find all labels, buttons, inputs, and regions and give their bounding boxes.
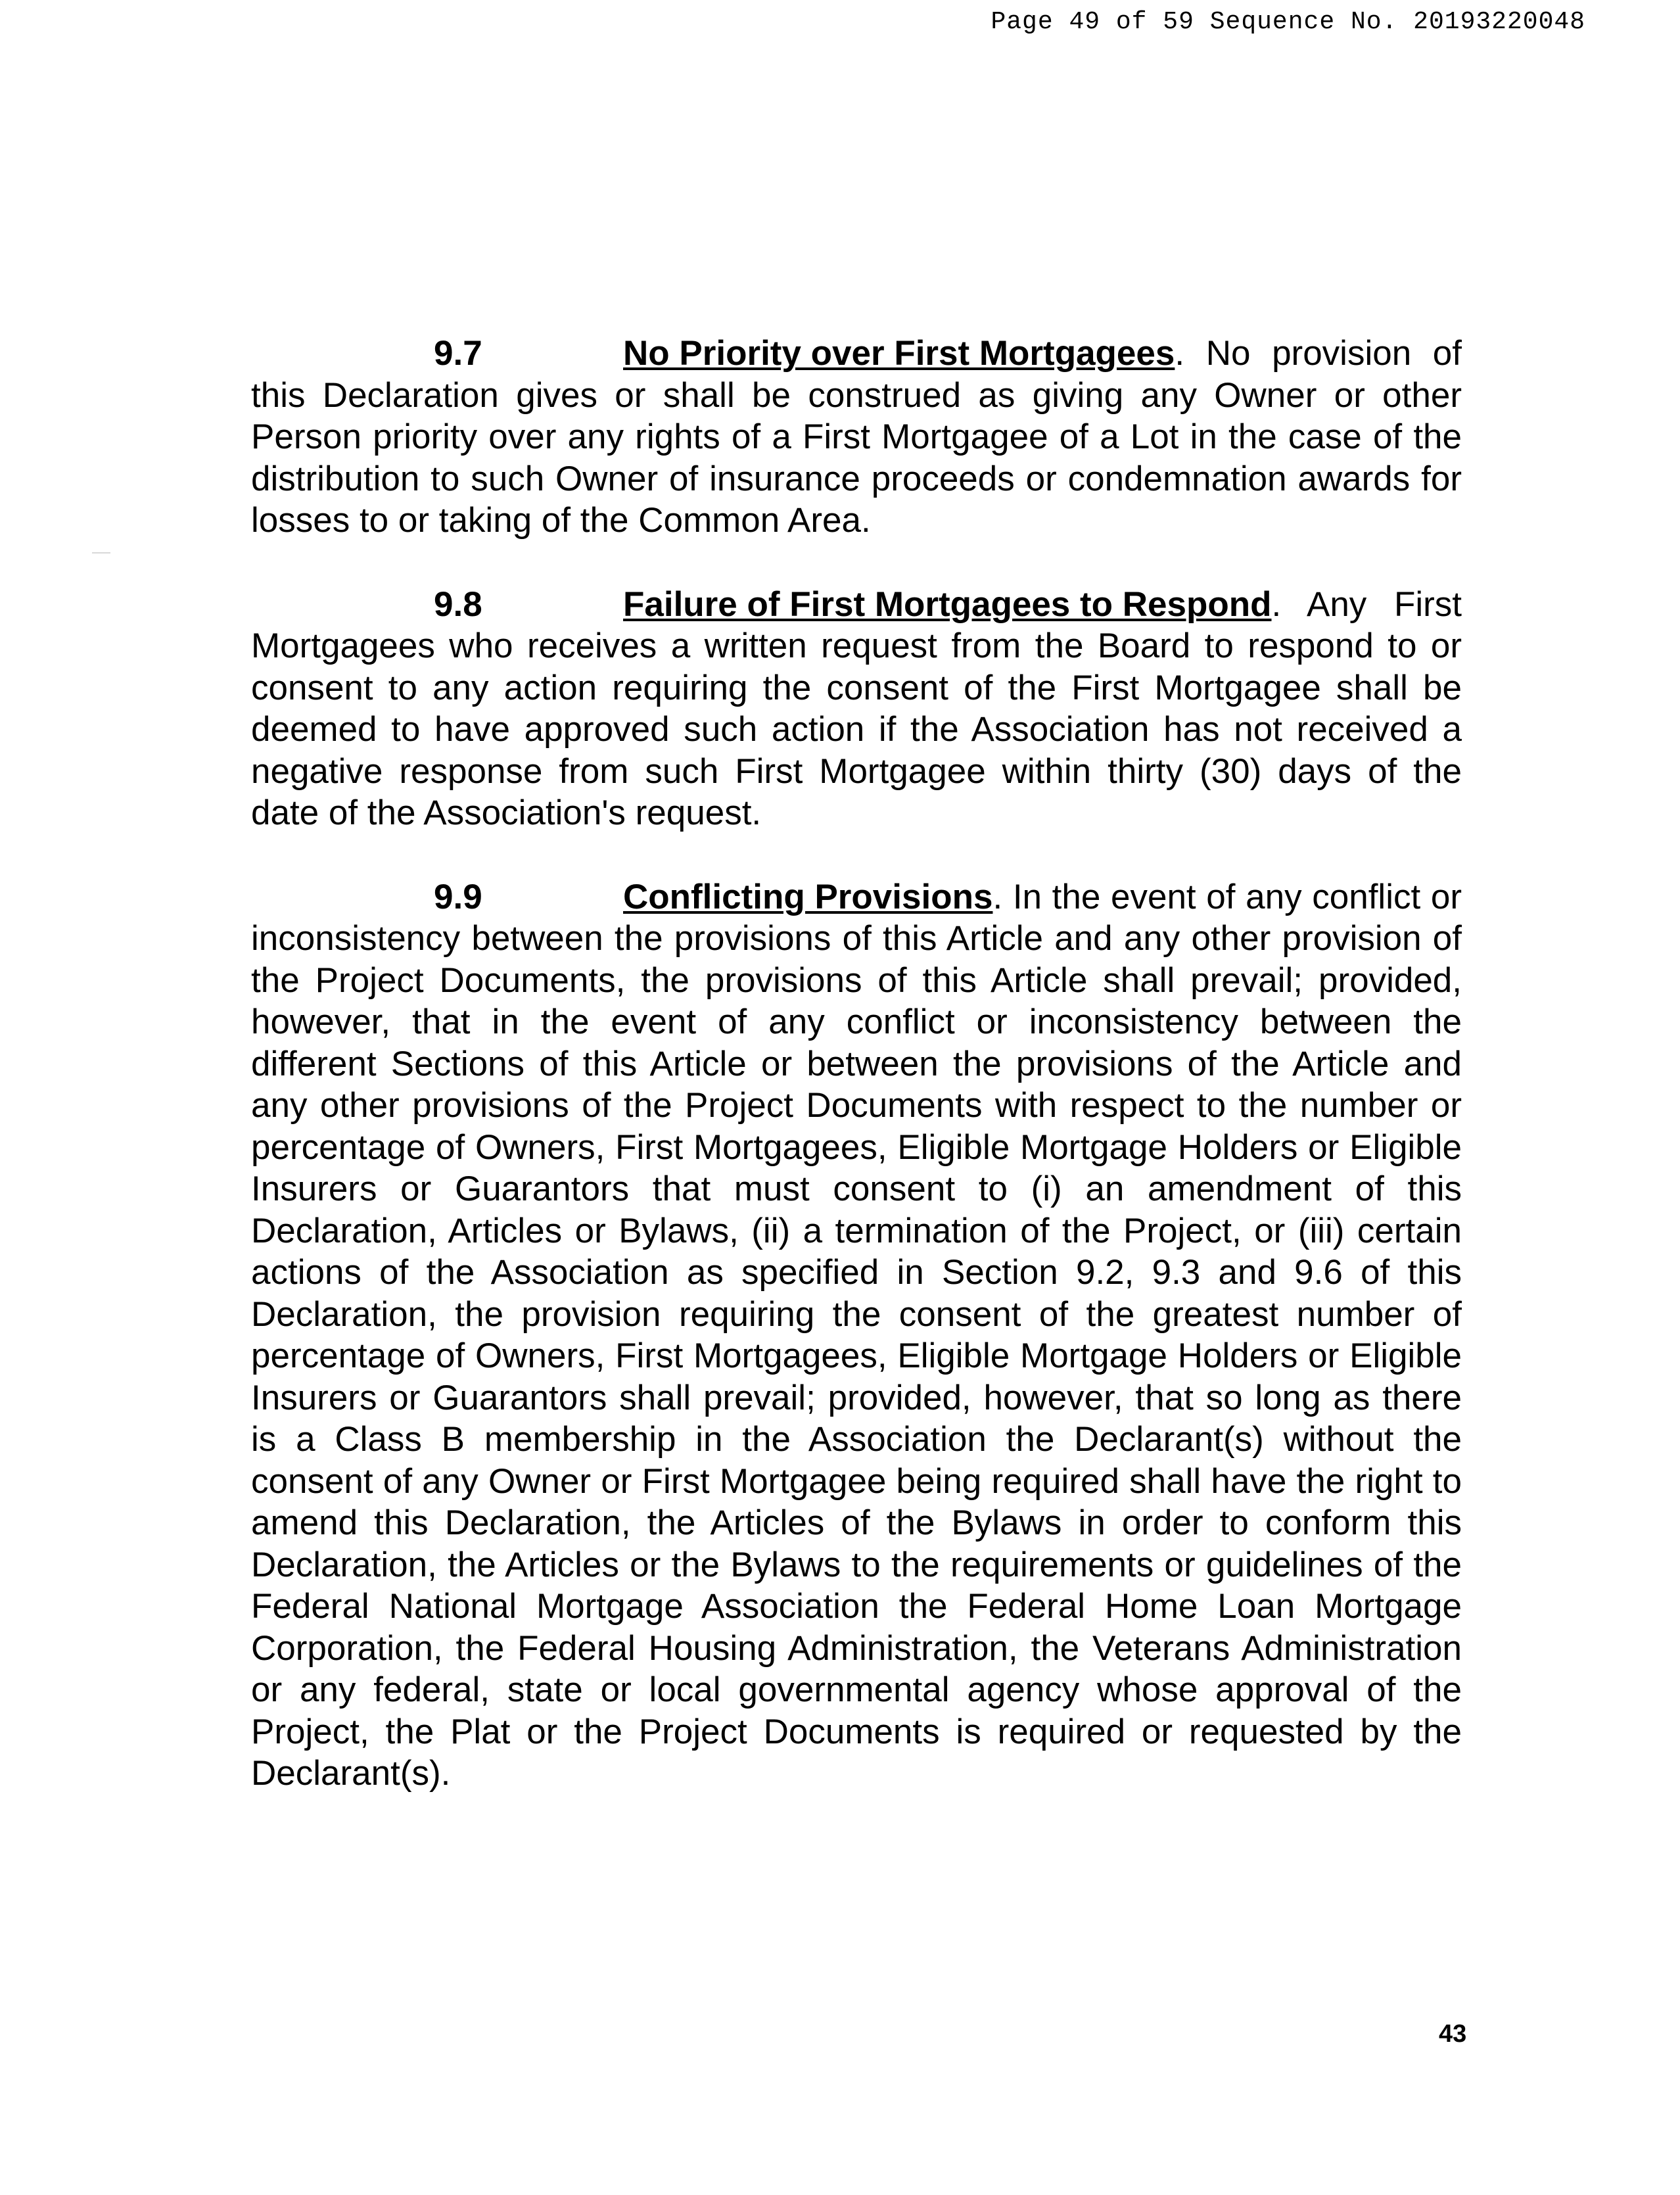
document-body (251, 333, 1462, 1837)
section-9-9: 9.9 Conflicting Provisions. In the event of any conflict or inconsistency between the provisions of this Article and any other provision of the Project Documents, the provisions of this Article shall prevail; provided, however, that in the event of any conflict or inconsistency between the different Sections of this Article or between the provisions of the Article and any other provisions of the Project Documents with respect to the number or percentage of Owners, First Mortgagees, Eligible Mortgage Holders or Eligible Insurers or Guarantors that must consent to (i) an amendment of this Declaration, Articles or Bylaws, (ii) a termination of the Project, or (iii) certain actions of the Association as specified in Section 9.2, 9.3 and 9.6 of this Declaration, the provision requiring the consent of the greatest number of percentage of Owners, First Mortgagees, Eligible Mortgage Holders or Eligible Insurers or Guarantors shall prevail; provided, however, that so long as there is a Class B membership in the Association the Declarant(s) without the consent of any Owner or First Mortgagee being required shall have the right to amend this Declaration, the Articles of the Bylaws in order to conform this Declaration, the Articles or the Bylaws to the requirements or guidelines of the Federal National Mortgage Association the Federal Home Loan Mortgage Corporation, the Federal Housing Administration, the Veterans Administration or any federal, state or local governmental agency whose approval of the Project, the Plat or the Project Documents is required or requested by the Declarant(s). (251, 877, 1462, 1793)
section-body: . Any First Mortgagees who receives a written request from the Board to respond to or consent to any action requiring the consent of the First Mortgagee shall be deemed to have approved such action if the Association has not received a negative response from such First Mortgagee within thirty (30) days of the date of the Association's request. (251, 584, 1462, 832)
section-body: . No provision of this Declaration gives or shall be construed as giving any Owner or other Person priority over any rights of a First Mortgagee of a Lot in the case of the distribution to such Owner of insurance proceeds or condemnation awards for losses to or taking of the Common Area. (251, 334, 1462, 540)
scan-mark (92, 552, 110, 554)
section-heading: Conflicting Provisions (623, 877, 993, 916)
page-header: Page 49 of 59 Sequence No. 20193220048 (991, 8, 1585, 36)
section-heading: Failure of First Mortgagees to Respond (623, 584, 1272, 624)
section-9-8: 9.8 Failure of First Mortgagees to Respond. Any First Mortgagees who receives a written request from the Board to respond to or consent to any action requiring the consent of the First Mortgagee shall be deemed to have approved such action if the Association has not received a negative response from such First Mortgagee within thirty (30) days of the date of the Association's request. (251, 584, 1462, 832)
page-number: 43 (1439, 2020, 1467, 2048)
section-heading: No Priority over First Mortgagees (623, 334, 1175, 373)
section-9-7: 9.7 No Priority over First Mortgagees. No provision of this Declaration gives or shall be construed as giving any Owner or other Person priority over any rights of a First Mortgagee of a Lot in the case of the distribution to such Owner of insurance proceeds or condemnation awards for losses to or taking of the Common Area. (251, 334, 1462, 540)
section-body: . In the event of any conflict or inconsistency between the provisions of this Article and any other provision of the Project Documents, the provisions of this Article shall prevail; provided, however, that in the event of any conflict or inconsistency between the different Sections of this Article or between the provisions of the Article and any other provisions of the Project Documents with respect to the number or percentage of Owners, First Mortgagees, Eligible Mortgage Holders or Eligible Insurers or Guarantors that must consent to (i) an amendment of this Declaration, Articles or Bylaws, (ii) a termination of the Project, or (iii) certain actions of the Association as specified in Section 9.2, 9.3 and 9.6 of this Declaration, the provision requiring the consent of the greatest number of percentage of Owners, First Mortgagees, Eligible Mortgage Holders or Eligible Insurers or Guarantors shall prevail; provided, however, that so long as there is a Class B membership in the Association the Declarant(s) without the consent of any Owner or First Mortgagee being required shall have the right to amend this Declaration, the Articles of the Bylaws in order to conform this Declaration, the Articles or the Bylaws to the requirements or guidelines of the Federal National Mortgage Association the Federal Home Loan Mortgage Corporation, the Federal Housing Administration, the Veterans Administration or any federal, state or local governmental agency whose approval of the Project, the Plat or the Project Documents is required or requested by the Declarant(s). (251, 877, 1462, 1793)
